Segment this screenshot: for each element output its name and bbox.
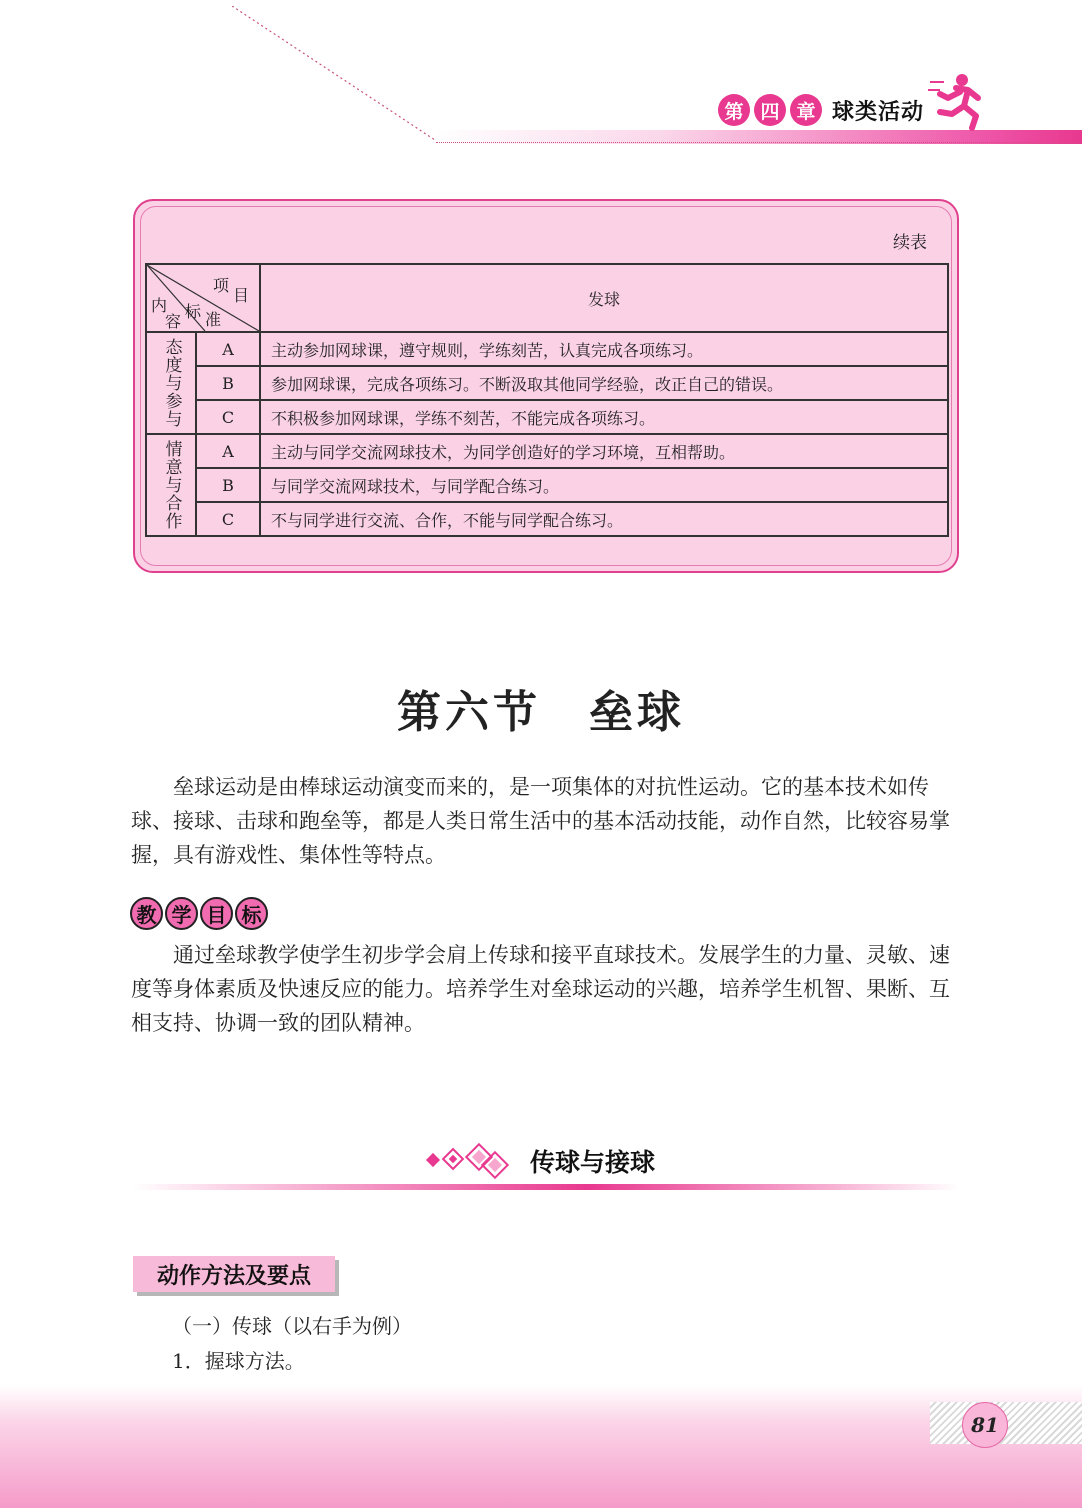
page-number: 81 bbox=[962, 1402, 1008, 1448]
chapter-heading bbox=[718, 92, 924, 128]
header-content-2: 容 bbox=[165, 312, 182, 331]
section-title: 第六节 垒球 bbox=[397, 687, 685, 738]
grade-cell: C bbox=[196, 502, 260, 536]
group-cell bbox=[146, 332, 196, 434]
header-item-1: 项 bbox=[213, 276, 230, 295]
table-corner-header bbox=[146, 264, 260, 332]
badge-char: 教 bbox=[130, 897, 163, 930]
runner-icon bbox=[926, 72, 996, 132]
header-std-2: 准 bbox=[205, 310, 222, 329]
table-row bbox=[146, 502, 948, 536]
table-row bbox=[146, 366, 948, 400]
step-item: 1．握球方法。 bbox=[172, 1349, 305, 1373]
sub-heading: （一）传球（以右手为例） bbox=[172, 1314, 412, 1338]
criteria-cell: 不与同学进行交流、合作，不能与同学配合练习。 bbox=[260, 502, 948, 536]
group-name: 态度与参与 bbox=[161, 338, 182, 428]
grade-cell: A bbox=[196, 332, 260, 366]
intro-paragraph: 垒球运动是由棒球运动演变而来的，是一项集体的对抗性运动。它的基本技术如传球、接球、击球和跑垒等，都是人类日常生活中的基本活动技能，动作自然，比较容易掌握，具有游戏性、集体性等特点。 bbox=[131, 775, 950, 867]
chapter-char: 第 bbox=[718, 94, 750, 126]
column-header: 发球 bbox=[260, 264, 948, 332]
badge-char: 目 bbox=[200, 897, 233, 930]
grade-cell: B bbox=[196, 366, 260, 400]
group-name: 情意与合作 bbox=[161, 440, 182, 530]
chapter-char: 四 bbox=[754, 94, 786, 126]
goal-paragraph: 通过垒球教学使学生初步学会肩上传球和接平直球技术。发展学生的力量、灵敏、速度等身体素质及快速反应的能力。培养学生对垒球运动的兴趣，培养学生机智、果断、互相支持、协调一致的团队精神。 bbox=[131, 943, 950, 1035]
header-item-2: 目 bbox=[233, 286, 250, 305]
criteria-cell: 主动与同学交流网球技术，为同学创造好的学习环境，互相帮助。 bbox=[260, 434, 948, 468]
grade-cell: C bbox=[196, 400, 260, 434]
table-row bbox=[146, 434, 948, 468]
table-row bbox=[146, 468, 948, 502]
group-cell bbox=[146, 434, 196, 536]
criteria-cell: 不积极参加网球课，学练不刻苦，不能完成各项练习。 bbox=[260, 400, 948, 434]
grade-cell: A bbox=[196, 434, 260, 468]
grade-cell: B bbox=[196, 468, 260, 502]
footer-band bbox=[0, 1385, 1082, 1508]
table-row bbox=[146, 332, 948, 366]
table-row bbox=[146, 400, 948, 434]
chapter-title: 球类活动 bbox=[832, 99, 925, 125]
badge-char: 学 bbox=[165, 897, 198, 930]
criteria-cell: 参加网球课，完成各项练习。不断汲取其他同学经验，改正自己的错误。 bbox=[260, 366, 948, 400]
header-dotted-line bbox=[436, 142, 1082, 143]
chapter-char: 章 bbox=[790, 94, 822, 126]
subsection-divider bbox=[133, 1184, 959, 1190]
continued-label: 续表 bbox=[893, 233, 927, 253]
badge-char: 标 bbox=[235, 897, 268, 930]
diamond-decoration-icon bbox=[424, 1142, 524, 1180]
teaching-goal-badge bbox=[130, 897, 268, 930]
criteria-cell: 与同学交流网球技术，与同学配合练习。 bbox=[260, 468, 948, 502]
method-label: 动作方法及要点 bbox=[133, 1256, 335, 1292]
header-std-1: 标 bbox=[185, 302, 202, 321]
evaluation-table bbox=[145, 263, 949, 537]
header-content-1: 内 bbox=[151, 296, 168, 315]
dotted-decoration bbox=[232, 6, 462, 146]
criteria-cell: 主动参加网球课，遵守规则，学练刻苦，认真完成各项练习。 bbox=[260, 332, 948, 366]
subsection-title: 传球与接球 bbox=[530, 1148, 656, 1177]
